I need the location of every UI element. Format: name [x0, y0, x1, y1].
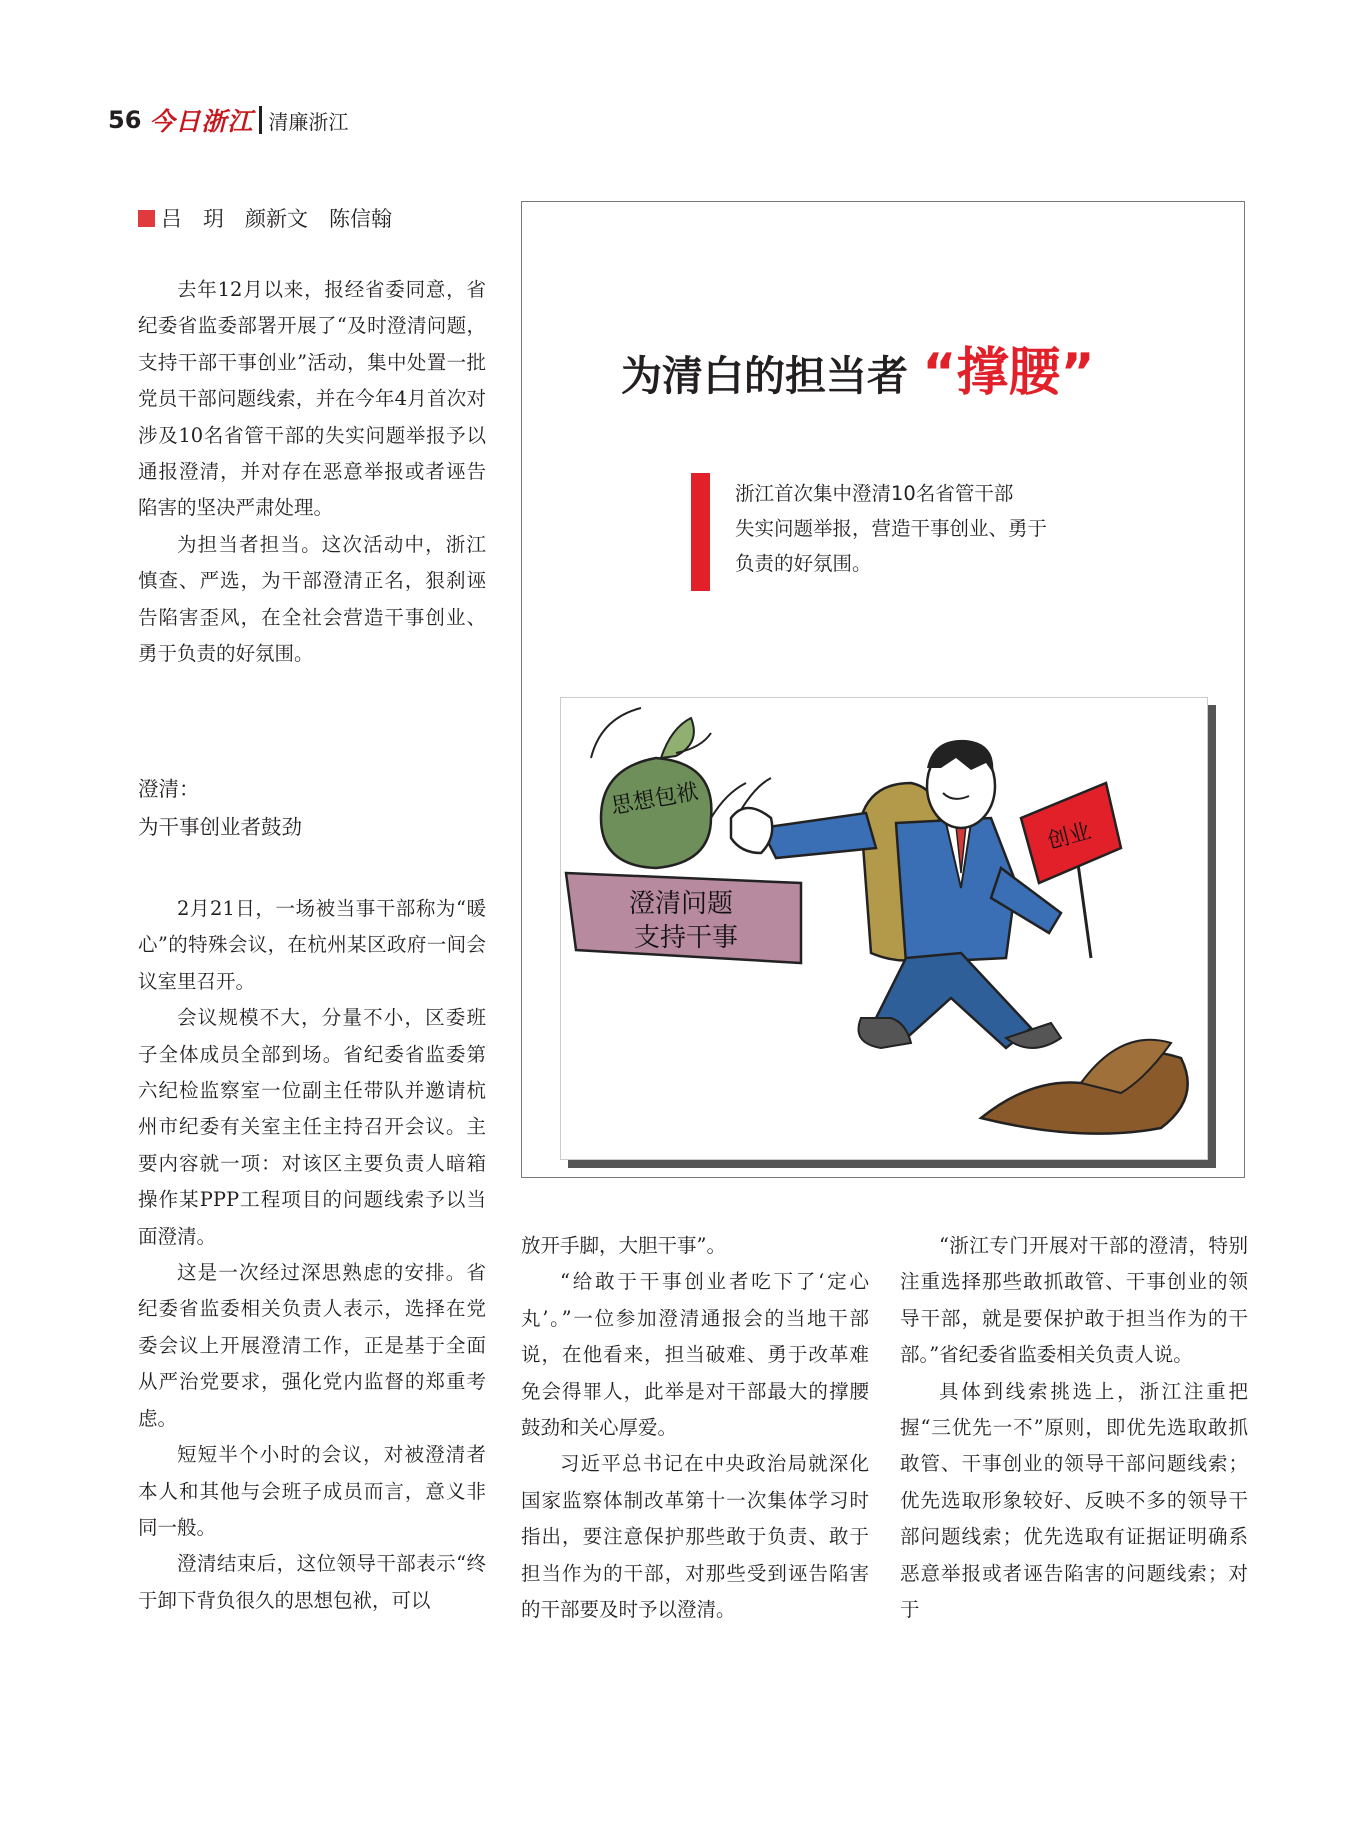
reaching-arm	[761, 813, 876, 858]
lead-line: 失实问题举报，营造干事创业、勇于	[735, 517, 1048, 540]
page-header	[108, 100, 348, 140]
paragraph: 去年12月以来，报经省委同意，省纪委省监委部署开展了“及时澄清问题，支持干部干事创业”活动，集中处置一批党员干部问题线索，并在今年4月首次对涉及10名省管干部的失实问题举报予以通报澄清，并对存在恶意举报或者诬告陷害的坚决严肃处理。	[138, 278, 486, 520]
cartoon-illustration	[560, 697, 1208, 1160]
paragraph: 短短半个小时的会议，对被澄清者本人和其他与会班子成员而言，意义非同一般。	[138, 1443, 486, 1539]
paragraph: 澄清结束后，这位领导干部表示“终于卸下背负很久的思想包袱，可以	[138, 1552, 486, 1612]
column-1-body	[138, 891, 486, 1619]
section-name: 清廉浙江	[268, 109, 349, 134]
author-marker-icon	[138, 210, 155, 227]
lead-accent-bar	[691, 473, 710, 591]
motion-line	[591, 708, 641, 758]
lead-text	[735, 476, 1047, 581]
lead-line: 浙江首次集中澄清10名省管干部	[735, 482, 1014, 505]
hand-icon	[731, 808, 772, 853]
subheading-line2: 为干事创业者鼓劲	[138, 815, 302, 839]
paragraph: 2月21日，一场被当事干部称为“暖心”的特殊会议，在杭州某区政府一间会议室里召开。	[138, 897, 486, 993]
paragraph: 具体到线索挑选上，浙江注重把握“三优先一不”原则，即优先选取敢抓敢管、干事创业的领导干部问题线索；优先选取形象较好、反映不多的领导干部问题线索；优先选取有证据证明确系恶意举报或者诬告陷害的问题线索；对于	[900, 1379, 1248, 1622]
column-1-intro	[138, 272, 486, 672]
lead-line: 负责的好氛围。	[735, 552, 872, 575]
paragraph: “浙江专门开展对干部的澄清，特别注重选择那些敢抓敢管、干事创业的领导干部，就是要保护敢于担当作为的干部。”省纪委省监委相关负责人说。	[900, 1234, 1248, 1367]
cartoon-svg	[561, 698, 1207, 1159]
paragraph: 放开手脚，大胆干事”。	[521, 1234, 726, 1257]
paragraph: 会议规模不大，分量不小，区委班子全体成员全部到场。省纪委省监委第六纪检监察室一位副主任带队并邀请杭州市纪委有关室主任主持召开会议。主要内容就一项：对该区主要负责人暗箱操作某PPP工程项目的问题线索予以当面澄清。	[138, 1006, 486, 1248]
bag-label: 思想包袱	[609, 779, 701, 820]
title-highlight: “撑腰”	[922, 343, 1095, 403]
column-2	[521, 1228, 869, 1628]
authors: 吕 玥 颜新文 陈信翰	[161, 207, 392, 231]
column-3	[900, 1228, 1248, 1628]
flag-label: 创业	[1044, 818, 1094, 855]
banner-line2: 支持干事	[633, 923, 739, 953]
subheading	[138, 770, 302, 846]
author-line	[138, 203, 392, 233]
title-main: 为清白的担当者	[621, 352, 908, 400]
header-divider	[259, 106, 262, 134]
magazine-logo: 今日浙江	[149, 107, 254, 136]
banner-line1: 澄清问题	[628, 889, 734, 919]
paragraph: 习近平总书记在中央政治局就深化国家监察体制改革第十一次集体学习时指出，要注意保护那些敢于负责、敢于担当作为的干部，对那些受到诬告陷害的干部要及时予以澄清。	[521, 1452, 869, 1622]
article-title	[621, 330, 1095, 405]
page-number: 56	[108, 106, 142, 134]
paragraph: 这是一次经过深思熟虑的安排。省纪委省监委相关负责人表示，选择在党委会议上开展澄清工作，正是基于全面从严治党要求，强化党内监督的郑重考虑。	[138, 1261, 486, 1430]
mud-ground	[981, 1052, 1188, 1134]
subheading-line1: 澄清：	[138, 777, 200, 801]
paragraph: 为担当者担当。这次活动中，浙江慎查、严选，为干部澄清正名，狠刹诬告陷害歪风，在全社会营造干事创业、勇于负责的好氛围。	[138, 532, 486, 666]
paragraph: “给敢于干事创业者吃下了‘定心丸’。”一位参加澄清通报会的当地干部说，在他看来，担当破难、勇于改革难免会得罪人，此举是对干部最大的撑腰鼓劲和关心厚爱。	[521, 1270, 869, 1440]
